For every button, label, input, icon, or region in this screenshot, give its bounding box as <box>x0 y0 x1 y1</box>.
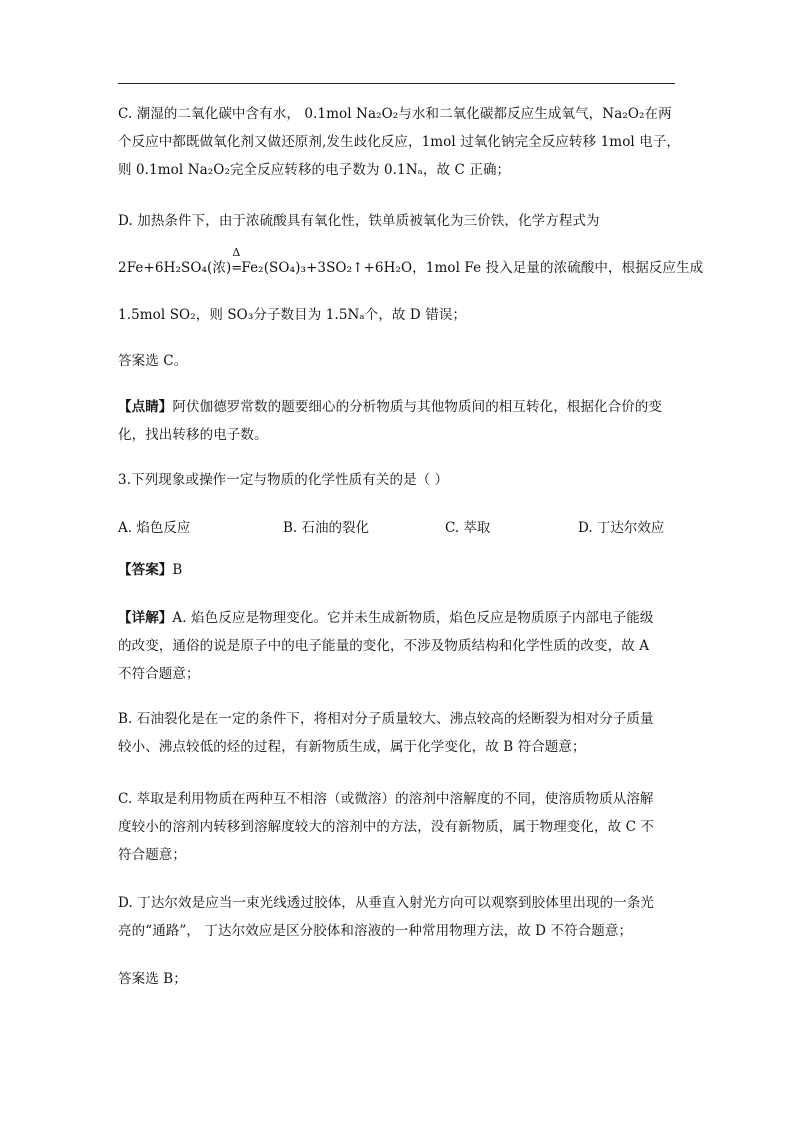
text-line: D. 加热条件下，由于浓硫酸具有氧化性，铁单质被氧化为三价铁，化学方程式为 <box>118 213 600 229</box>
tip-section <box>118 393 678 449</box>
delta-symbol: Δ <box>232 246 241 259</box>
answer-label: 【答案】 <box>118 562 173 578</box>
equals-sign: = <box>231 261 243 276</box>
tip-text: 阿伏伽德罗常数的题要细心的分析物质与其他物质间的相互转化，根据化合价的变 <box>172 399 663 415</box>
question-3-stem: 3.下列现象或操作一定与物质的化学性质有关的是（ ） <box>118 472 449 488</box>
equation-products: Fe₂(SO₄)₃+3SO₂↑+6H₂O <box>241 260 413 276</box>
q2-option-d-explanation <box>118 207 678 235</box>
text-line: 度较小的溶剂内转移到溶解度较大的溶剂中的方法，没有新物质，属于物理变化，故 C 不 <box>118 819 655 835</box>
text-line: B. 石油裂化是在一定的条件下，将相对分子质量较大、沸点较高的烃断裂为相对分子质量 <box>118 711 654 727</box>
option-b: B. 石油的裂化 <box>283 520 370 536</box>
text-line: 亮的“通路”， 丁达尔效应是区分胶体和溶液的一种常用物理方法，故 D 不符合题意； <box>118 923 633 939</box>
answer-value: B <box>172 562 183 578</box>
option-d: D. 丁达尔效应 <box>578 520 665 536</box>
text-line: C. 潮湿的二氧化碳中含有水， 0.1mol Na₂O₂与水和二氧化碳都反应生成氧气，Na₂O₂在两 <box>118 106 672 122</box>
detail-b <box>118 705 678 761</box>
q3-final-answer <box>118 965 678 993</box>
text-line: 不符合题意； <box>118 666 200 682</box>
text-line: 化，找出转移的电子数。 <box>118 427 268 443</box>
heating-condition <box>231 246 243 283</box>
q2-option-c-explanation <box>118 100 681 184</box>
text-line: 答案选 B； <box>118 971 187 987</box>
detail-label: 【详解】 <box>118 610 173 626</box>
header-rule <box>118 83 675 84</box>
equation-tail: ，1mol Fe 投入足量的浓硫酸中，根据反应生成 <box>412 260 704 276</box>
text-line: 答案选 C。 <box>118 353 188 369</box>
text-line: 则 0.1mol Na₂O₂完全反应转移的电子数为 0.1Nₐ，故 C 正确； <box>118 162 511 178</box>
text-line: 符合题意； <box>118 847 186 863</box>
tip-label: 【点睛】 <box>118 399 173 415</box>
q2-answer <box>118 347 678 375</box>
option-a: A. 焰色反应 <box>118 520 191 536</box>
text-line: 较小、沸点较低的烃的过程，有新物质生成，属于化学变化，故 B 符合题意； <box>118 739 586 755</box>
text-line: 1.5mol SO₂，则 SO₃分子数目为 1.5Nₐ个，故 D 错误； <box>118 307 467 323</box>
detail-d <box>118 889 678 945</box>
chemical-equation <box>118 246 704 282</box>
q2-option-d-conclusion <box>118 301 678 329</box>
text-line: C. 萃取是利用物质在两种互不相溶（或微溶）的溶剂中溶解度的不同，使溶质物质从溶解 <box>118 791 654 807</box>
text-line: 的改变，通俗的说是原子中的电子能量的变化，不涉及物质结构和化学性质的改变，故 A <box>118 638 650 654</box>
detail-a-text: A. 焰色反应是物理变化。它并未生成新物质，焰色反应是物质原子内部电子能级 <box>172 610 654 626</box>
option-c: C. 萃取 <box>445 520 491 536</box>
detail-c <box>118 785 678 869</box>
answer-section <box>118 556 678 584</box>
detail-a <box>118 604 678 688</box>
text-line: 个反应中都既做氧化剂又做还原剂,发生歧化反应，1mol 过氧化钠完全反应转移 1mol 电子， <box>118 134 681 150</box>
equation-reactants: 2Fe+6H₂SO₄(浓) <box>118 260 232 276</box>
text-line: D. 丁达尔效是应当一束光线透过胶体，从垂直入射光方向可以观察到胶体里出现的一条光 <box>118 895 655 911</box>
